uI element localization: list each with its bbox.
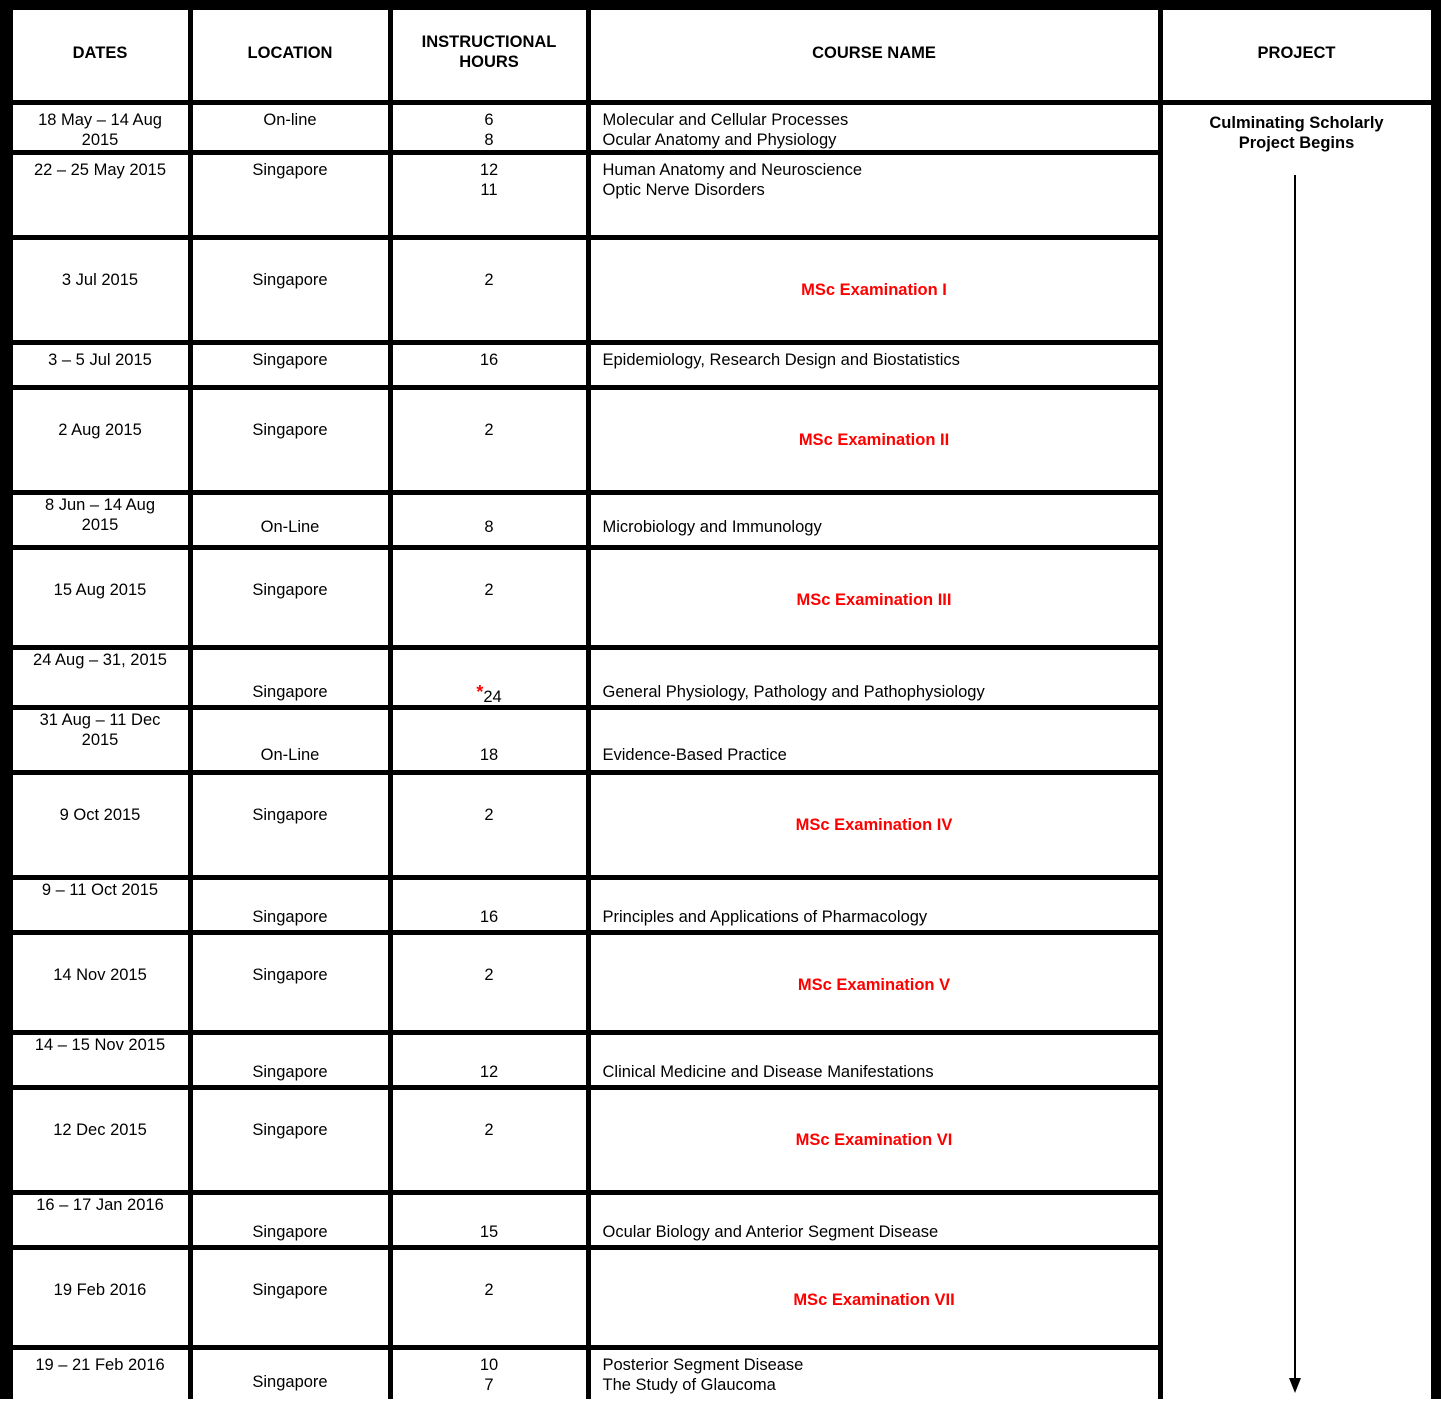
row-17-location-cell [193,1350,388,1410]
header-instructional-hours-cell [393,10,586,100]
row-12-hours: 2 [484,966,494,984]
row-4-course-cell [591,345,1158,385]
row-11-course: Principles and Applications of Pharmacology [602,908,928,926]
row-9-location: On-Line [260,746,320,764]
row-5-hours: 2 [484,421,494,439]
row-10-hours-cell [393,775,586,875]
row-11-course-cell [591,880,1158,930]
row-10-hours: 2 [484,806,494,824]
row-2-course: Human Anatomy and Neuroscience Optic Nerve Disorders [602,161,863,199]
row-7-hours-cell [393,550,586,645]
row-6-hours-cell [393,495,586,545]
row-10-location: Singapore [252,806,328,824]
row-14-location: Singapore [252,1121,328,1139]
row-14-location-cell [193,1090,388,1190]
row-2-hours: 12 11 [479,161,499,199]
header-project: PROJECT [1257,44,1336,62]
row-9-course: Evidence-Based Practice [602,746,787,764]
footnote-asterisk: * [476,682,484,702]
row-12-course-cell [591,935,1158,1030]
row-16-hours: 2 [484,1281,494,1299]
row-6-location: On-Line [260,518,320,536]
row-10-dates: 9 Oct 2015 [59,806,141,824]
row-2-hours-cell [393,155,586,235]
row-13-dates: 14 – 15 Nov 2015 [34,1036,166,1054]
row-3-hours: 2 [484,271,494,289]
row-8-hours-value: 24 [483,688,502,706]
row-16-dates-cell [13,1250,188,1345]
row-12-location: Singapore [252,966,328,984]
row-2-location-cell [193,155,388,235]
row-2-dates: 22 – 25 May 2015 [33,161,167,179]
row-3-location: Singapore [252,271,328,289]
row-13-course-cell [591,1035,1158,1085]
row-8-course-cell [591,650,1158,705]
timeline-arrow-head [1289,1378,1301,1393]
row-3-hours-cell [393,240,586,340]
row-5-course-cell [591,390,1158,490]
timeline-arrow [1275,170,1315,1400]
row-1-hours-cell [393,105,586,150]
row-8-hours [393,682,586,706]
row-15-hours: 15 [479,1223,499,1241]
row-17-location: Singapore [252,1373,328,1391]
row-3-location-cell [193,240,388,340]
row-12-dates: 14 Nov 2015 [53,966,147,984]
row-15-dates-cell [13,1195,188,1245]
row-14-course-cell [591,1090,1158,1190]
row-6-hours: 8 [484,518,494,536]
row-3-dates-cell [13,240,188,340]
row-9-dates-cell [13,710,188,770]
row-9-dates: 31 Aug – 11 Dec 2015 [39,711,161,749]
row-5-course: MSc Examination II [798,431,950,449]
row-10-course: MSc Examination IV [795,816,953,834]
row-10-location-cell [193,775,388,875]
row-5-dates-cell [13,390,188,490]
row-4-location-cell [193,345,388,385]
row-8-hours-cell [393,650,586,705]
row-10-dates-cell [13,775,188,875]
row-8-dates-cell [13,650,188,705]
row-17-course-cell [591,1350,1158,1410]
row-4-course: Epidemiology, Research Design and Biostatistics [602,351,960,369]
row-17-hours-cell [393,1350,586,1410]
row-4-dates-cell [13,345,188,385]
row-11-hours-cell [393,880,586,930]
row-8-dates: 24 Aug – 31, 2015 [33,651,167,669]
row-2-course-cell [591,155,1158,235]
row-10-course-cell [591,775,1158,875]
row-13-location-cell [193,1035,388,1085]
row-1-course-cell [591,105,1158,150]
row-12-dates-cell [13,935,188,1030]
header-instructional-hours: INSTRUCTIONAL HOURS [421,33,557,71]
row-13-dates-cell [13,1035,188,1085]
row-6-dates: 8 Jun – 14 Aug 2015 [44,496,156,534]
row-9-hours-cell [393,710,586,770]
row-5-location-cell [193,390,388,490]
row-7-hours: 2 [484,581,494,599]
row-14-dates: 12 Dec 2015 [53,1121,147,1139]
row-11-hours: 16 [479,908,499,926]
row-16-location-cell [193,1250,388,1345]
row-7-location: Singapore [252,581,328,599]
row-11-dates: 9 – 11 Oct 2015 [41,881,159,899]
header-location-cell [193,10,388,100]
row-6-location-cell [193,495,388,545]
row-1-location-cell [193,105,388,150]
header-project-cell [1163,10,1431,100]
row-16-dates: 19 Feb 2016 [53,1281,147,1299]
row-3-dates: 3 Jul 2015 [61,271,139,289]
row-6-course-cell [591,495,1158,545]
row-11-dates-cell [13,880,188,930]
row-6-dates-cell [13,495,188,545]
row-15-location-cell [193,1195,388,1245]
header-location: LOCATION [247,44,333,62]
row-4-hours: 16 [479,351,499,369]
row-11-location-cell [193,880,388,930]
row-5-hours-cell [393,390,586,490]
row-13-hours-cell [393,1035,586,1085]
row-13-location: Singapore [252,1063,328,1081]
row-1-dates-cell [13,105,188,150]
row-14-hours-cell [393,1090,586,1190]
row-16-hours-cell [393,1250,586,1345]
row-15-hours-cell [393,1195,586,1245]
row-2-location: Singapore [252,161,328,179]
row-4-hours-cell [393,345,586,385]
row-1-course: Molecular and Cellular Processes Ocular Anatomy and Physiology [602,111,849,149]
row-4-dates: 3 – 5 Jul 2015 [48,351,152,369]
row-15-location: Singapore [252,1223,328,1241]
row-7-dates: 15 Aug 2015 [53,581,147,599]
row-12-location-cell [193,935,388,1030]
row-7-course-cell [591,550,1158,645]
row-13-course: Clinical Medicine and Disease Manifestations [602,1063,934,1081]
row-17-dates-cell [13,1350,188,1410]
row-1-hours: 6 8 [484,111,494,149]
row-1-dates: 18 May – 14 Aug 2015 [38,111,162,149]
row-17-dates: 19 – 21 Feb 2016 [35,1356,165,1374]
row-7-course: MSc Examination III [796,591,952,609]
row-15-course: Ocular Biology and Anterior Segment Disease [602,1223,939,1241]
header-dates-cell [13,10,188,100]
row-14-dates-cell [13,1090,188,1190]
row-3-course: MSc Examination I [801,281,947,299]
row-15-dates: 16 – 17 Jan 2016 [36,1196,164,1214]
row-12-hours-cell [393,935,586,1030]
row-11-location: Singapore [252,908,328,926]
row-17-course: Posterior Segment Disease The Study of Glaucoma [602,1356,804,1394]
row-17-hours: 10 7 [479,1356,499,1394]
row-2-dates-cell [13,155,188,235]
row-9-course-cell [591,710,1158,770]
row-4-location: Singapore [252,351,328,369]
row-8-location: Singapore [252,683,328,701]
row-12-course: MSc Examination V [797,976,951,994]
header-dates: DATES [72,44,128,62]
row-8-course: General Physiology, Pathology and Pathophysiology [602,683,985,701]
row-13-hours: 12 [479,1063,499,1081]
header-course-name-cell [591,10,1158,100]
row-15-course-cell [591,1195,1158,1245]
row-9-hours: 18 [479,746,499,764]
row-1-location: On-line [263,111,317,129]
row-14-course: MSc Examination VI [795,1131,953,1149]
row-7-location-cell [193,550,388,645]
row-16-course-cell [591,1250,1158,1345]
row-5-location: Singapore [252,421,328,439]
row-7-dates-cell [13,550,188,645]
row-9-location-cell [193,710,388,770]
header-course-name: COURSE NAME [812,44,936,62]
row-6-course: Microbiology and Immunology [602,518,822,536]
row-14-hours: 2 [484,1121,494,1139]
row-3-course-cell [591,240,1158,340]
project-note: Culminating Scholarly Project Begins [1209,114,1384,152]
row-5-dates: 2 Aug 2015 [58,421,142,439]
row-16-location: Singapore [252,1281,328,1299]
row-16-course: MSc Examination VII [793,1291,955,1309]
row-8-location-cell [193,650,388,705]
